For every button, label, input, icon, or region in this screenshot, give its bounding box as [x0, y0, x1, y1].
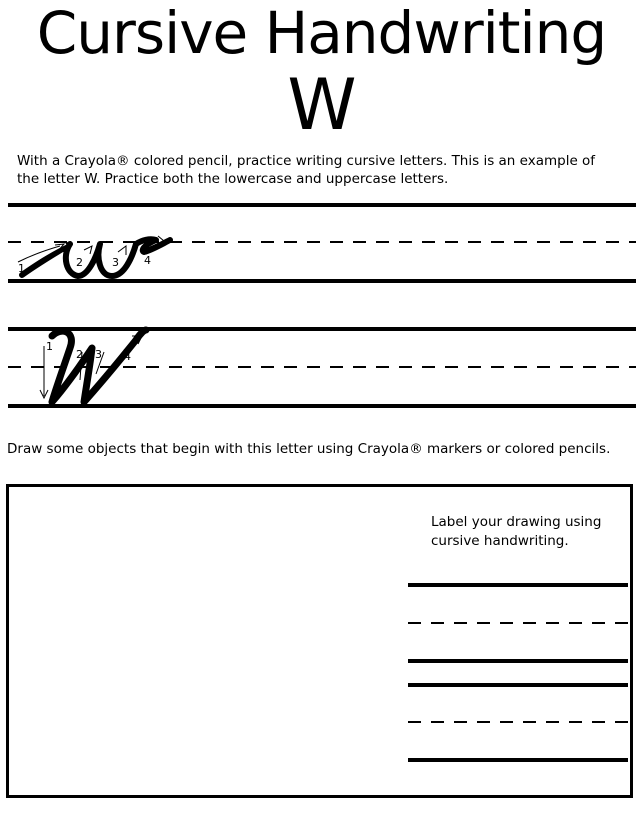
page-title: Cursive Handwriting [36, 0, 607, 67]
drawing-instruction: Draw some objects that begin with this letter using Crayola® markers or colored pencils. [7, 441, 611, 457]
uppercase-stroke-4: 4 [124, 350, 131, 363]
intro-text: With a Crayola® colored pencil, practice writing cursive letters. This is an example of the letter W. Practice both the lowercase and uppercase letters. [17, 153, 596, 187]
uppercase-guide-lines [8, 329, 636, 406]
label-hint: Label your drawing using cursive handwriting. [431, 514, 602, 549]
featured-letter: W [287, 64, 356, 146]
uppercase-stroke-1: 1 [46, 340, 53, 353]
lowercase-stroke-1: 1 [18, 262, 25, 275]
lowercase-stroke-4: 4 [144, 254, 151, 267]
lowercase-stroke-2: 2 [76, 256, 83, 269]
lowercase-stroke-3: 3 [112, 256, 119, 269]
uppercase-stroke-3: 3 [95, 348, 102, 361]
uppercase-stroke-2: 2 [76, 348, 83, 361]
